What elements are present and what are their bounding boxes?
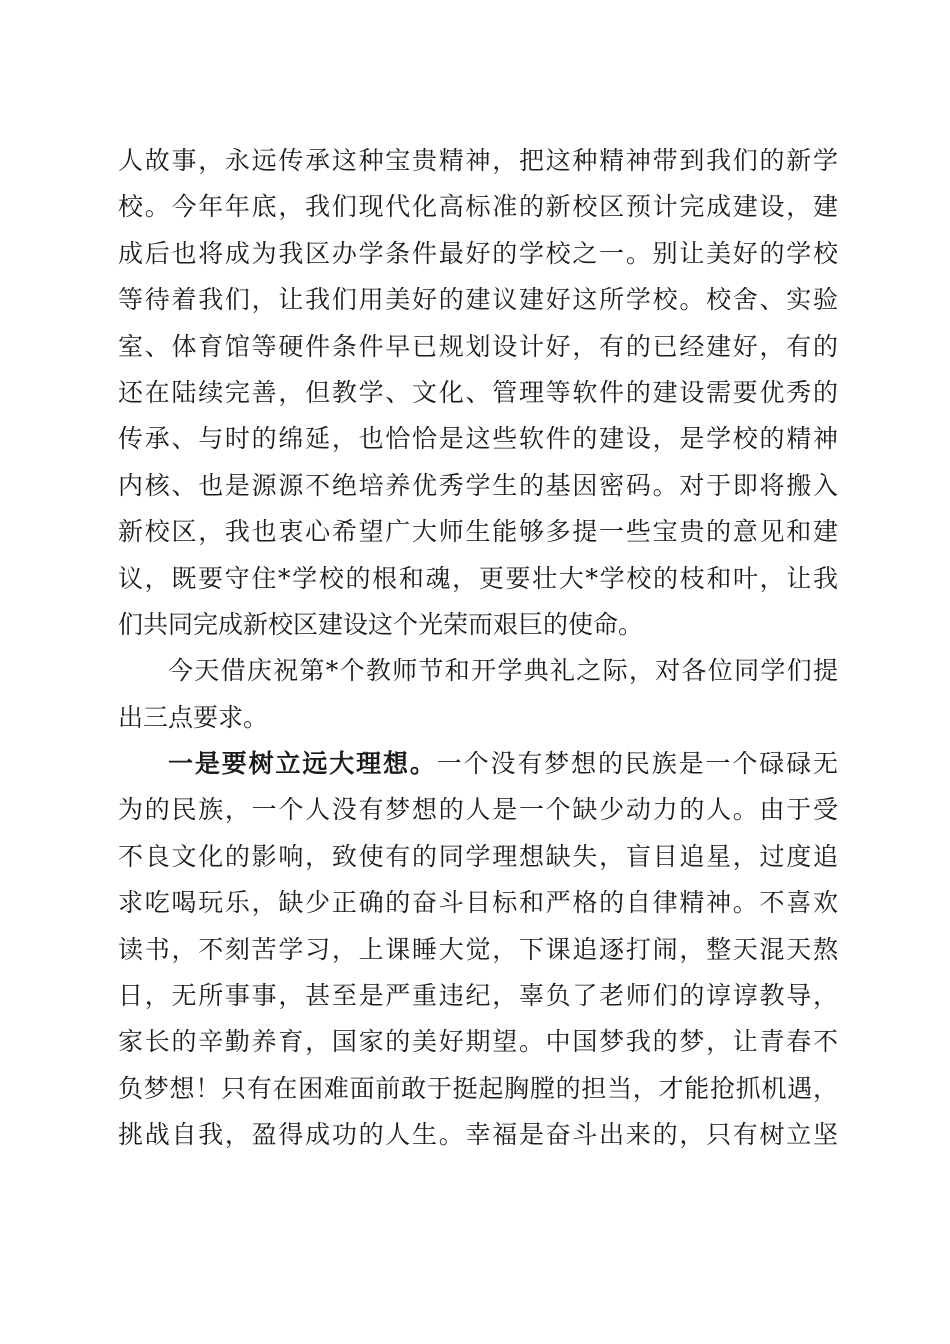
text-line: 还在陆续完善，但教学、文化、管理等软件的建设需要优秀的 [118,377,838,407]
section-heading: 一是要树立远大理想。 [168,749,437,779]
text-line: 人故事，永远传承这种宝贵精神，把这种精神带到我们的新学 [118,146,838,175]
text-line: 日，无所事事，甚至是严重违纪，辜负了老师们的谆谆教导， [118,981,838,1011]
text-line: 负梦想！只有在困难面前敢于挺起胸膛的担当，才能抢抓机遇， [118,1073,838,1103]
text-line: 读书，不刻苦学习，上课睡大觉，下课追逐打闹，整天混天熬 [118,934,838,964]
text-line: 传承、与时的绵延，也恰恰是这些软件的建设，是学校的精神 [118,424,838,454]
paragraph-start-line: 今天借庆祝第*个教师节和开学典礼之际，对各位同学们提 [168,656,838,686]
text-line: 不良文化的影响，致使有的同学理想缺失，盲目追星，过度追 [118,841,838,871]
text-line: 校。今年年底，我们现代化高标准的新校区预计完成建设，建 [118,192,838,222]
text-line: 挑战自我，盈得成功的人生。幸福是奋斗出来的，只有树立坚 [118,1120,838,1150]
text-line: 室、体育馆等硬件条件早已规划设计好，有的已经建好，有的 [118,331,838,361]
text-line: 成后也将成为我区办学条件最好的学校之一。别让美好的学校 [118,238,838,268]
text-line: 新校区，我也衷心希望广大师生能够多提一些宝贵的意见和建 [118,517,838,547]
text-line: 们共同完成新校区建设这个光荣而艰巨的使命。 [118,609,644,639]
text-line: 求吃喝玩乐，缺少正确的奋斗目标和严格的自律精神。不喜欢 [118,888,838,918]
text-line: 家长的辛勤养育，国家的美好期望。中国梦我的梦，让青春不 [118,1027,838,1057]
text-line: 议，既要守住*学校的根和魂，更要壮大*学校的枝和叶，让我 [118,563,838,593]
document-body [118,138,838,1159]
text-line: 为的民族，一个人没有梦想的人是一个缺少动力的人。由于受 [118,795,838,825]
text-line: 出三点要求。 [118,702,269,732]
text-run: 一个没有梦想的民族是一个碌碌无 [436,749,838,779]
text-line: 等待着我们，让我们用美好的建议建好这所学校。校舍、实验 [118,285,838,315]
paragraph-start-line [118,741,838,787]
text-line: 内核、也是源源不绝培养优秀学生的基因密码。对于即将搬入 [118,470,838,500]
